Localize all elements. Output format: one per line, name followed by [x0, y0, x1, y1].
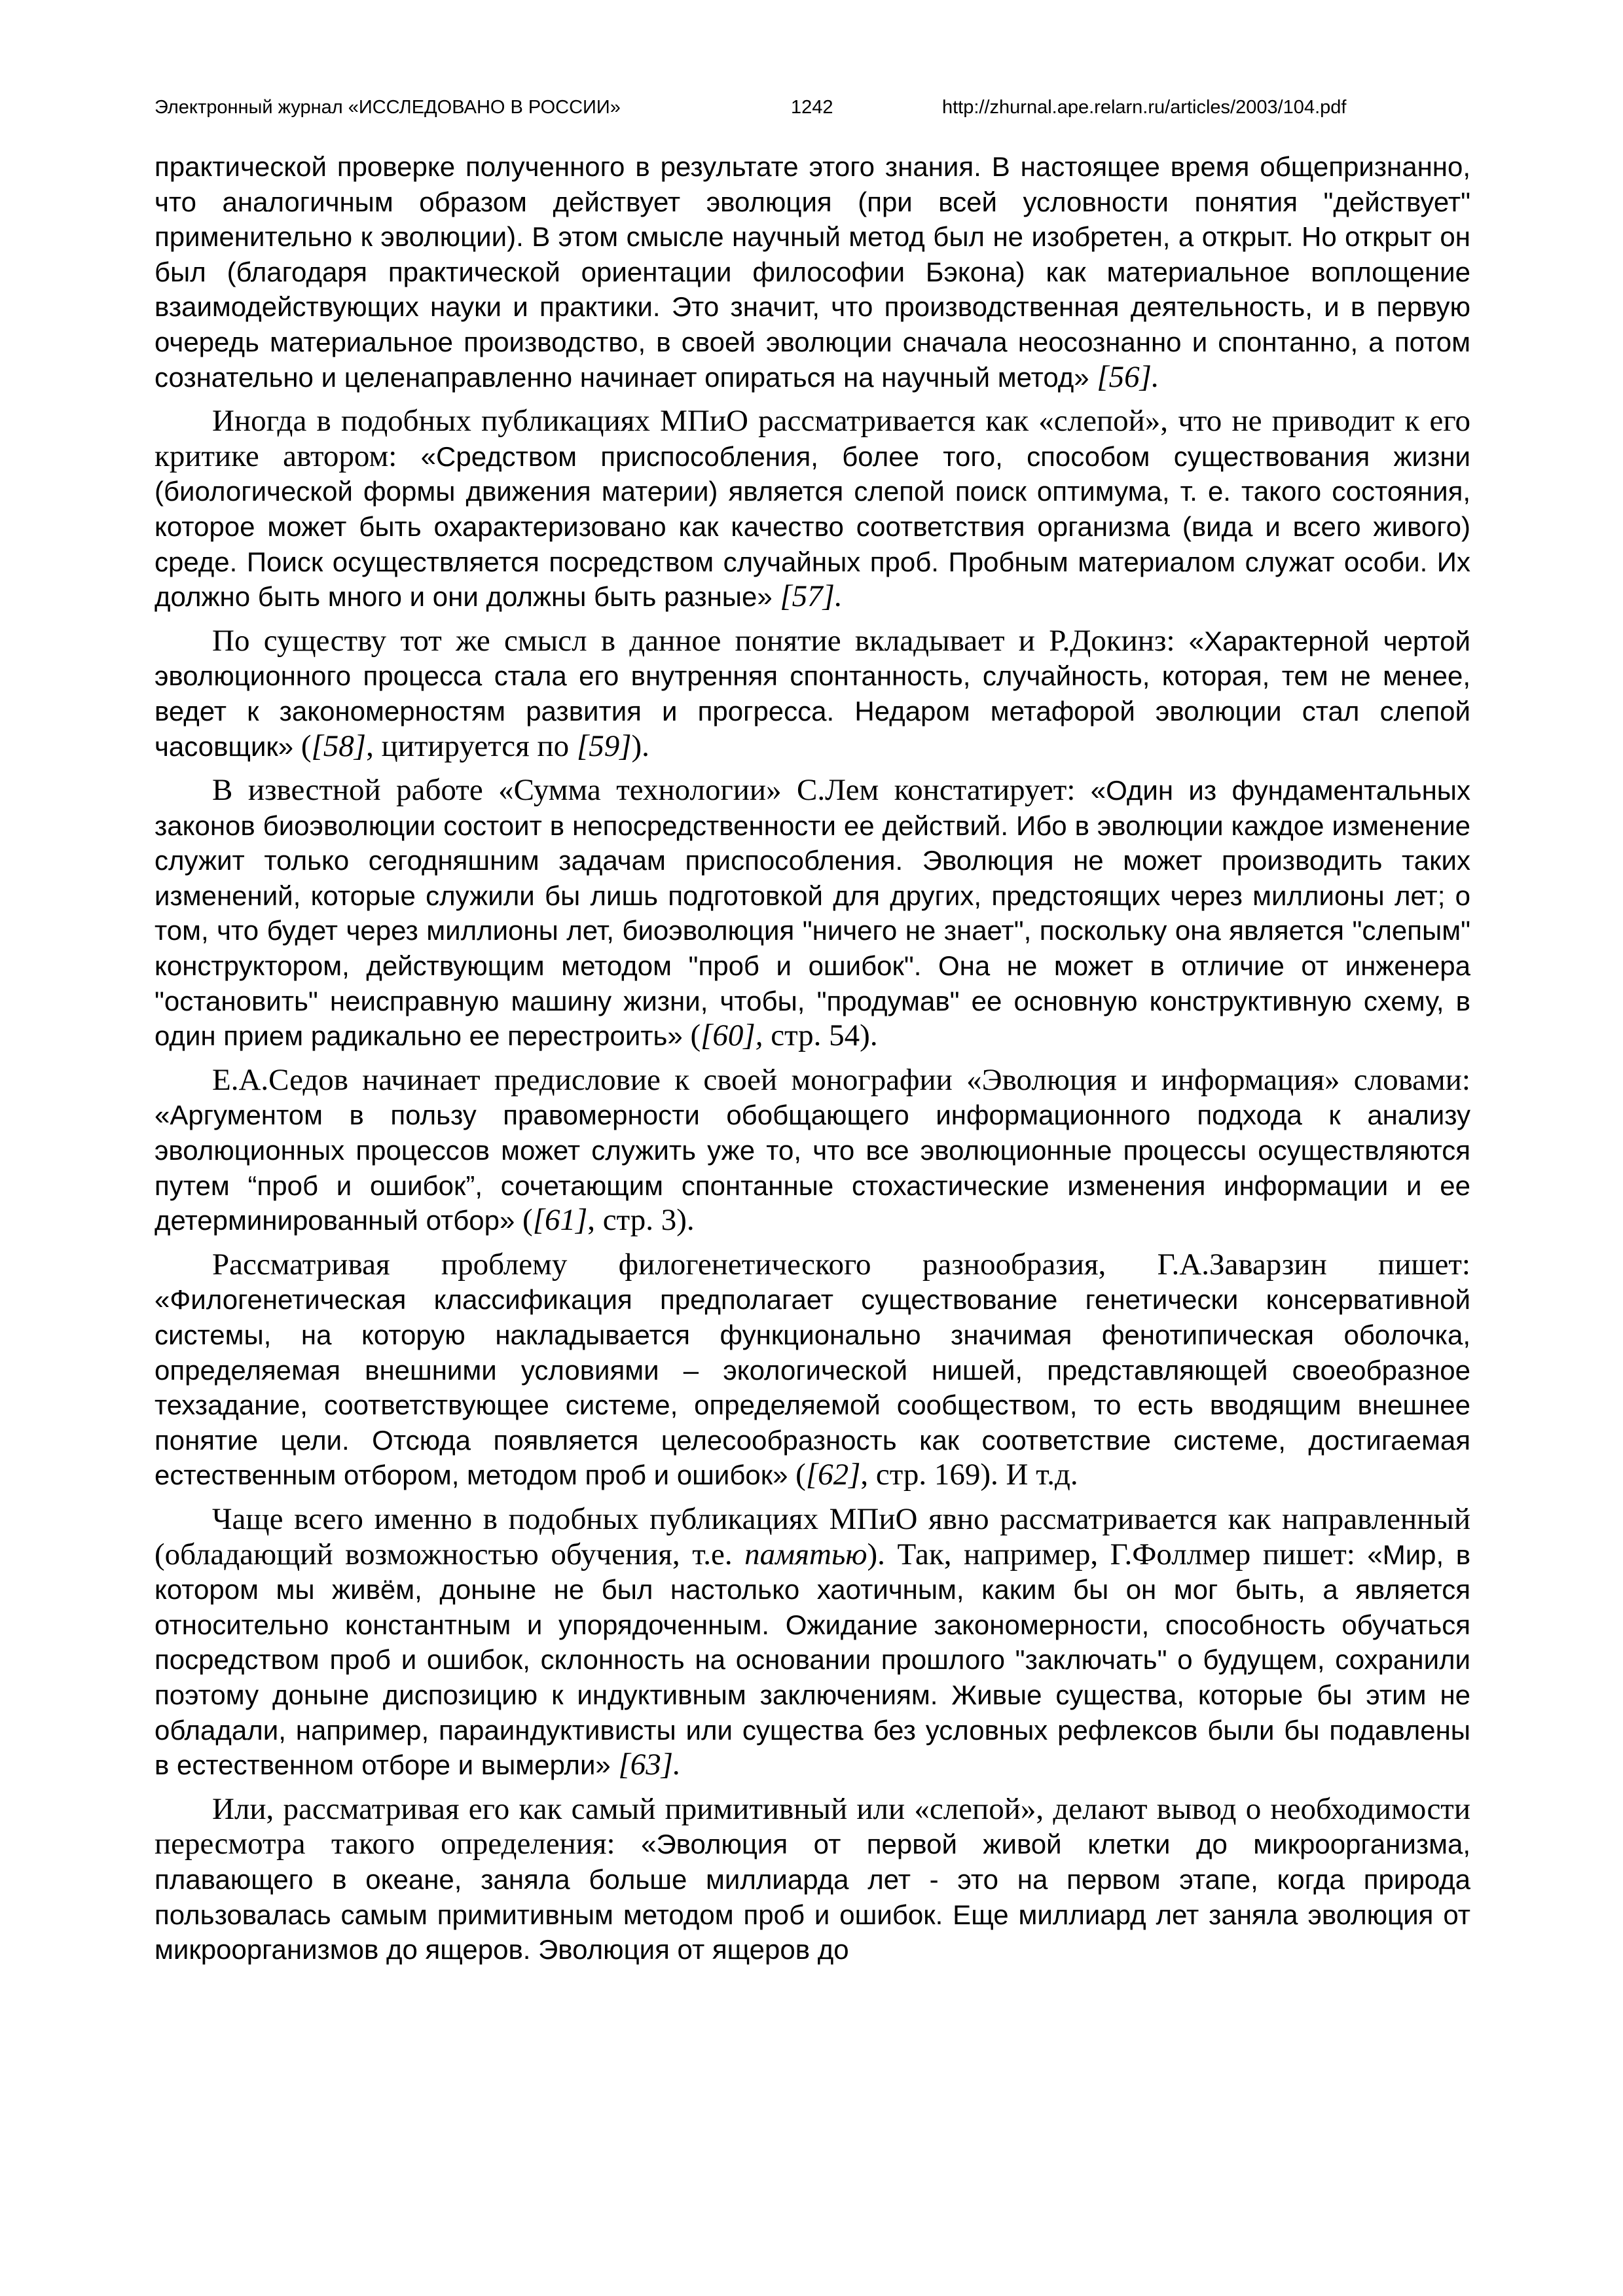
- paragraph-2-quote: «Средством приспособления, более того, способом существования жизни (биологической формы движения материи) является слепой поиск оптимума, т. е. такого состояния, которое может быть охарактеризовано как качество соответствия организма (вида и всего живого) среде. Поиск осуществляется посредством случайных проб. Пробным материалом служат особи. Их должно быть много и они должны быть разные»: [155, 440, 1470, 613]
- paragraph-6-quote: «Филогенетическая классификация предполагает существование генетически консервативной системы, на которую накладывается функционально значимая фенотипическая оболочка, определяемая внешними условиями – экологической нишей, представляющей своеобразное техзадание, соответствующее системе, определяемой сообществом, то есть вводящим внешнее понятие цели. Отсюда появляется целесообразность как соответствие системе, достигаемая естественным отбором, методом проб и ошибок»: [155, 1284, 1470, 1491]
- paragraph-7: Чаще всего именно в подобных публикациях МПиО явно рассматривается как направленный (обладающий возможностью обучения, т.е. памятью). Так, например, Г.Фоллмер пишет: «Мир, в котором мы живём, доныне не был настолько хаотичным, каким бы он мог быть, а является относительно константным и упорядоченным. Ожидание закономерности, способность обучаться посредством проб и ошибок, склонность на основании прошлого "заключать" о будущем, сохранили поэтому доныне диспозицию к индуктивным заключениям. Живые существа, которые бы этим не обладали, например, параиндуктивисты или существа без условных рефлексов были бы подавлены в естественном отборе и вымерли» [63].: [155, 1501, 1471, 1782]
- paragraph-3: По существу тот же смысл в данное понятие вкладывает и Р.Докинз: «Характерной чертой эволюционного процесса стала его внутренняя спонтанность, случайность, которая, тем не менее, ведет к закономерностям развития и прогресса. Недаром метафорой эволюции стал слепой часовщик» ([58], цитируется по [59]).: [155, 623, 1471, 763]
- paragraph-8-quote: «Эволюция от первой живой клетки до микроорганизма, плавающего в океане, заняла больше миллиарда лет - это на первом этапе, когда природа пользовалась самым примитивным методом проб и ошибок. Еще миллиард лет заняла эволюция от микроорганизмов до ящеров. Эволюция от ящеров до: [155, 1829, 1470, 1965]
- paragraph-3-quote: «Характерной чертой эволюционного процесса стала его внутренняя спонтанность, случайность, которая, тем не менее, ведет к закономерностям развития и прогресса. Недаром метафорой эволюции стал слепой часовщик»: [155, 625, 1471, 762]
- page-number: 1242: [791, 97, 833, 118]
- citation-60: [60],: [701, 1018, 763, 1053]
- citation-56: [56]: [1097, 359, 1152, 394]
- citation-58: [58]: [311, 728, 367, 763]
- paragraph-2-intro: Иногда в подобных публикациях МПиО рассматривается как «слепой», что не приводит к его критике автором:: [155, 404, 1470, 473]
- paragraph-5-quote: «Аргументом в пользу правомерности обобщающего информационного подхода к анализу эволюционных процессов может служить уже то, что все эволюционные процессы осуществляются путем “проб и ошибок”, сочетающим спонтанные стохастические изменения информации и ее детерминированный отбор»: [155, 1100, 1470, 1236]
- paragraph-6-intro: Рассматривая проблему филогенетического разнообразия, Г.А.Заварзин пишет:: [212, 1247, 1470, 1282]
- citation-59: [59]: [576, 728, 632, 763]
- paragraph-8-intro: Или, рассматривая его как самый примитивный или «слепой», делают вывод о необходимости пересмотра такого определения:: [155, 1791, 1470, 1861]
- citation-63: [63]: [618, 1748, 674, 1782]
- journal-title: Электронный журнал «ИССЛЕДОВАНО В РОССИИ»: [155, 97, 621, 118]
- paragraph-5-intro: Е.А.Седов начинает предисловие к своей монографии «Эволюция и информация» словами:: [212, 1062, 1470, 1097]
- article-url[interactable]: http://zhurnal.ape.relarn.ru/articles/2003/104.pdf: [942, 97, 1347, 118]
- paragraph-1-text: практической проверке полученного в результате этого знания. В настоящее время общепризнанно, что аналогичным образом действует эволюция (при всей условности понятия "действует" применительно к эволюции). В этом смысле научный метод был не изобретен, а открыт. Но открыт он был (благодаря практической ориентации философии Бэкона) как материальное воплощение взаимодействующих науки и практики. Это значит, что производственная деятельность, и в первую очередь материальное производство, в своей эволюции сначала неосознанно и спонтанно, а потом сознательно и целенаправленно начинает опираться на научный метод»: [155, 151, 1470, 393]
- citation-61: [61]: [532, 1203, 588, 1238]
- paragraph-7-intro: Чаще всего именно в подобных публикациях МПиО явно рассматривается как направленный (обладающий возможностью обучения, т.е.: [155, 1501, 1470, 1571]
- paragraph-4: В известной работе «Сумма технологии» С.Лем констатирует: «Один из фундаментальных законов биоэволюции состоит в непосредственности ее действий. Ибо в эволюции каждое изменение служит только сегодняшним задачам приспособления. Эволюция не может производить таких изменений, которые служили бы лишь подготовкой для других, предстоящих через миллионы лет; о том, что будет через миллионы лет, биоэволюция "ничего не знает", поскольку она является "слепым" конструктором, действующим методом "проб и ошибок". Она не может в отличие от инженера "остановить" неисправную машину жизни, чтобы, "продумав" ее основную конструктивную схему, в один прием радикально ее перестроить» ([60], стр. 54).: [155, 773, 1470, 1053]
- page-header: [155, 97, 1470, 127]
- paragraph-4-quote: «Один из фундаментальных законов биоэволюции состоит в непосредственности ее действий. Ибо в эволюции каждое изменение служит только сегодняшним задачам приспособления. Эволюция не может производить таких изменений, которые служили бы лишь подготовкой для других, предстоящих через миллионы лет; о том, что будет через миллионы лет, биоэволюция "ничего не знает", поскольку она является "слепым" конструктором, действующим методом "проб и ошибок". Она не может в отличие от инженера "остановить" неисправную машину жизни, чтобы, "продумав" ее основную конструктивную схему, в один прием радикально ее перестроить»: [155, 775, 1470, 1052]
- paragraph-5: Е.А.Седов начинает предисловие к своей монографии «Эволюция и информация» словами: «Аргументом в пользу правомерности обобщающего информационного подхода к анализу эволюционных процессов может служить уже то, что все эволюционные процессы осуществляются путем “проб и ошибок”, сочетающим спонтанные стохастические изменения информации и ее детерминированный отбор» ([61], стр. 3).: [155, 1062, 1470, 1238]
- citation-57: [57]: [780, 579, 835, 614]
- citation-62: [62]: [805, 1458, 861, 1492]
- paragraph-1: практической проверке полученного в результате этого знания. В настоящее время общепризнанно, что аналогичным образом действует эволюция (при всей условности понятия "действует" применительно к эволюции). В этом смысле научный метод был не изобретен, а открыт. Но открыт он был (благодаря практической ориентации философии Бэкона) как материальное воплощение взаимодействующих науки и практики. Это значит, что производственная деятельность, и в первую очередь материальное производство, в своей эволюции сначала неосознанно и спонтанно, а потом сознательно и целенаправленно начинает опираться на научный метод» [56].: [155, 151, 1470, 394]
- article-body: [155, 149, 1470, 1977]
- paragraph-7-quote: «Мир, в котором мы живём, доныне не был настолько хаотичным, каким бы он мог быть, а является относительно константным и упорядоченным. Ожидание закономерности, способность обучаться посредством проб и ошибок, склонность на основании прошлого "заключать" о будущем, сохранили поэтому доныне диспозицию к индуктивным заключениям. Живые существа, которые бы этим не обладали, например, параиндуктивисты или существа без условных рефлексов были бы подавлены в естественном отборе и вымерли»: [155, 1539, 1471, 1781]
- paragraph-2: Иногда в подобных публикациях МПиО рассматривается как «слепой», что не приводит к его критике автором: «Средством приспособления, более того, способом существования жизни (биологической формы движения материи) является слепой поиск оптимума, т. е. такого состояния, которое может быть охарактеризовано как качество соответствия организма (вида и всего живого) среде. Поиск осуществляется посредством случайных проб. Пробным материалом служат особи. Их должно быть много и они должны быть разные» [57].: [155, 404, 1470, 614]
- paragraph-3-intro: По существу тот же смысл в данное понятие вкладывает и Р.Докинз:: [212, 623, 1175, 658]
- paragraph-4-intro: В известной работе «Сумма технологии» С.Лем констатирует:: [212, 773, 1076, 808]
- emphasis-memory: памятью: [744, 1537, 867, 1571]
- paragraph-8: [155, 1792, 1470, 1967]
- paragraph-6: Рассматривая проблему филогенетического разнообразия, Г.А.Заварзин пишет: «Филогенетическая классификация предполагает существование генетически консервативной системы, на которую накладывается функционально значимая фенотипическая оболочка, определяемая внешними условиями – экологической нишей, представляющей своеобразное техзадание, соответствующее системе, определяемой сообществом, то есть вводящим внешнее понятие цели. Отсюда появляется целесообразность как соответствие системе, достигаемая естественным отбором, методом проб и ошибок» ([62], стр. 169). И т.д.: [155, 1247, 1470, 1492]
